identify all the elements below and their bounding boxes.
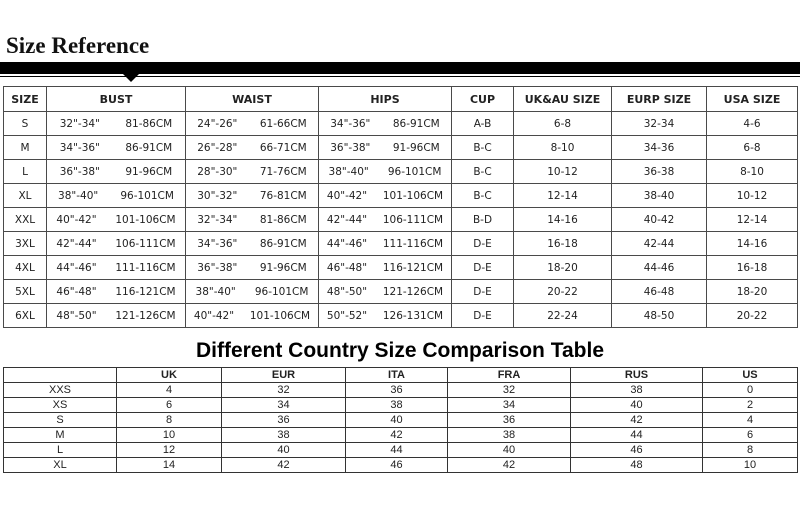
bust-cell-pair — [47, 214, 185, 226]
waist-cm-value: 61-66CM — [259, 117, 307, 130]
waist-cell — [186, 160, 319, 184]
size-label-cell: S — [4, 413, 117, 428]
size-value-cell: 46 — [571, 443, 703, 458]
bust-cm-value: 101-106CM — [115, 213, 176, 226]
waist-in-value: 24"-26" — [197, 117, 238, 130]
waist-in-value: 38"-40" — [195, 285, 236, 298]
bust-cm-value: 81-86CM — [125, 117, 173, 130]
bust-in-value: 44"-46" — [56, 261, 97, 274]
size-value-cell: 34 — [222, 398, 346, 413]
size-value-cell: 44 — [346, 443, 448, 458]
comparison-table-header-row — [4, 368, 798, 383]
usa-size-cell: 12-14 — [707, 208, 798, 232]
size-value-cell: 46 — [346, 458, 448, 473]
bust-cm-value: 116-121CM — [115, 285, 176, 298]
hips-cell-pair — [319, 286, 451, 298]
size-value-cell: 10 — [117, 428, 222, 443]
size-value-cell: 0 — [703, 383, 798, 398]
waist-cell-pair — [186, 238, 318, 250]
comparison-table-row — [4, 383, 798, 398]
size-value-cell: 42 — [448, 458, 571, 473]
eurp-size-cell: 46-48 — [612, 280, 707, 304]
size-value-cell: 40 — [222, 443, 346, 458]
size-value-cell: 8 — [117, 413, 222, 428]
cup-cell: D-E — [452, 232, 514, 256]
hips-cell-pair — [319, 166, 451, 178]
size-table-header-row — [4, 87, 798, 112]
size-value-cell: 10 — [703, 458, 798, 473]
waist-cell-pair — [186, 118, 318, 130]
waist-cm-value: 66-71CM — [259, 141, 307, 154]
hips-cell — [319, 112, 452, 136]
country-comparison-title: Different Country Size Comparison Table — [196, 339, 604, 362]
waist-in-value: 26"-28" — [197, 141, 238, 154]
eurp-size-cell: 40-42 — [612, 208, 707, 232]
size-value-cell: 40 — [571, 398, 703, 413]
size-value-cell: 32 — [222, 383, 346, 398]
comparison-table-row — [4, 428, 798, 443]
bust-cell-pair — [47, 142, 185, 154]
size-value-cell: 38 — [448, 428, 571, 443]
size-value-cell: 14 — [117, 458, 222, 473]
waist-cell — [186, 136, 319, 160]
size-cell: 5XL — [4, 280, 47, 304]
comparison-table-row — [4, 458, 798, 473]
uk-au-size-cell: 6-8 — [514, 112, 612, 136]
hips-cell — [319, 160, 452, 184]
size-value-cell: 4 — [703, 413, 798, 428]
waist-cell — [186, 280, 319, 304]
size-table-row — [4, 256, 798, 280]
eurp-size-cell: 36-38 — [612, 160, 707, 184]
cup-cell: A-B — [452, 112, 514, 136]
header-cell: CUP — [452, 87, 514, 112]
size-value-cell: 40 — [448, 443, 571, 458]
usa-size-cell: 18-20 — [707, 280, 798, 304]
usa-size-cell: 4-6 — [707, 112, 798, 136]
cup-cell: B-C — [452, 184, 514, 208]
bust-cell — [47, 184, 186, 208]
hips-cell-pair — [319, 190, 451, 202]
waist-cell-pair — [186, 214, 318, 226]
eurp-size-cell: 42-44 — [612, 232, 707, 256]
eurp-size-cell: 38-40 — [612, 184, 707, 208]
size-value-cell: 36 — [222, 413, 346, 428]
hips-cell — [319, 280, 452, 304]
size-value-cell: 42 — [571, 413, 703, 428]
hips-cell — [319, 136, 452, 160]
size-table-row — [4, 208, 798, 232]
hips-in-value: 40"-42" — [326, 189, 368, 202]
size-label-cell: M — [4, 428, 117, 443]
cup-cell: B-C — [452, 160, 514, 184]
hips-cell-pair — [319, 310, 451, 322]
hips-cm-value: 91-96CM — [392, 141, 440, 154]
title-divider-band — [0, 62, 800, 74]
size-value-cell: 2 — [703, 398, 798, 413]
waist-cm-value: 71-76CM — [259, 165, 307, 178]
size-value-cell: 42 — [346, 428, 448, 443]
size-value-cell: 42 — [222, 458, 346, 473]
bust-cell-pair — [47, 166, 185, 178]
bust-in-value: 38"-40" — [58, 189, 99, 202]
hips-cm-value: 121-126CM — [382, 285, 444, 298]
bust-cell — [47, 304, 186, 328]
uk-au-size-cell: 8-10 — [514, 136, 612, 160]
size-cell: 4XL — [4, 256, 47, 280]
header-cell — [4, 368, 117, 383]
bust-cm-value: 91-96CM — [125, 165, 173, 178]
size-table-row — [4, 280, 798, 304]
size-reference-table — [3, 86, 798, 328]
hips-cm-value: 116-121CM — [382, 261, 444, 274]
bust-cell — [47, 136, 186, 160]
header-cell: SIZE — [4, 87, 47, 112]
usa-size-cell: 16-18 — [707, 256, 798, 280]
hips-in-value: 36"-38" — [330, 141, 371, 154]
bust-cell — [47, 232, 186, 256]
header-cell: UK — [117, 368, 222, 383]
bust-cell-pair — [47, 310, 185, 322]
waist-in-value: 34"-36" — [197, 237, 238, 250]
hips-cell-pair — [319, 142, 451, 154]
size-cell: XXL — [4, 208, 47, 232]
waist-cell-pair — [186, 190, 318, 202]
cup-cell: B-C — [452, 136, 514, 160]
waist-cell — [186, 184, 319, 208]
hips-cell-pair — [319, 238, 451, 250]
waist-cell — [186, 232, 319, 256]
bust-cm-value: 111-116CM — [115, 261, 176, 274]
waist-in-value: 40"-42" — [193, 309, 235, 322]
hips-cell — [319, 256, 452, 280]
waist-cm-value: 76-81CM — [259, 189, 307, 202]
size-table-row — [4, 160, 798, 184]
hips-cell-pair — [319, 118, 451, 130]
size-value-cell: 38 — [571, 383, 703, 398]
size-value-cell: 6 — [703, 428, 798, 443]
size-label-cell: XXS — [4, 383, 117, 398]
bust-cell — [47, 256, 186, 280]
eurp-size-cell: 44-46 — [612, 256, 707, 280]
size-value-cell: 44 — [571, 428, 703, 443]
comparison-table-row — [4, 443, 798, 458]
bust-in-value: 34"-36" — [59, 141, 100, 154]
waist-cm-value: 81-86CM — [259, 213, 307, 226]
hips-cell — [319, 184, 452, 208]
eurp-size-cell: 48-50 — [612, 304, 707, 328]
bust-cell — [47, 160, 186, 184]
waist-in-value: 30"-32" — [197, 189, 238, 202]
country-size-comparison-table — [3, 367, 798, 473]
usa-size-cell: 14-16 — [707, 232, 798, 256]
bust-in-value: 42"-44" — [56, 237, 97, 250]
hips-cell — [319, 208, 452, 232]
waist-cm-value: 86-91CM — [259, 237, 307, 250]
uk-au-size-cell: 22-24 — [514, 304, 612, 328]
hips-cell — [319, 304, 452, 328]
header-cell: ITA — [346, 368, 448, 383]
uk-au-size-cell: 18-20 — [514, 256, 612, 280]
waist-cm-value: 101-106CM — [249, 309, 311, 322]
bust-cell-pair — [47, 262, 185, 274]
title-divider-line — [0, 76, 800, 77]
size-value-cell: 34 — [448, 398, 571, 413]
waist-in-value: 28"-30" — [197, 165, 238, 178]
eurp-size-cell: 34-36 — [612, 136, 707, 160]
hips-in-value: 50"-52" — [326, 309, 368, 322]
hips-cm-value: 96-101CM — [387, 165, 442, 178]
waist-cell-pair — [186, 142, 318, 154]
header-cell: FRA — [448, 368, 571, 383]
usa-size-cell: 10-12 — [707, 184, 798, 208]
usa-size-cell: 20-22 — [707, 304, 798, 328]
cup-cell: B-D — [452, 208, 514, 232]
hips-in-value: 46"-48" — [326, 261, 368, 274]
size-cell: 6XL — [4, 304, 47, 328]
cup-cell: D-E — [452, 256, 514, 280]
comparison-table-row — [4, 413, 798, 428]
bust-cell — [47, 280, 186, 304]
size-cell: XL — [4, 184, 47, 208]
waist-cm-value: 91-96CM — [259, 261, 307, 274]
bust-cm-value: 121-126CM — [115, 309, 176, 322]
hips-in-value: 34"-36" — [330, 117, 371, 130]
waist-cm-value: 96-101CM — [254, 285, 309, 298]
size-label-cell: XS — [4, 398, 117, 413]
size-label-cell: XL — [4, 458, 117, 473]
waist-cell-pair — [186, 286, 318, 298]
bust-cell — [47, 208, 186, 232]
size-value-cell: 36 — [346, 383, 448, 398]
size-table-row — [4, 136, 798, 160]
size-value-cell: 4 — [117, 383, 222, 398]
size-table-row — [4, 184, 798, 208]
bust-cm-value: 96-101CM — [120, 189, 174, 202]
size-value-cell: 32 — [448, 383, 571, 398]
uk-au-size-cell: 14-16 — [514, 208, 612, 232]
header-cell: BUST — [47, 87, 186, 112]
bust-in-value: 36"-38" — [59, 165, 100, 178]
bust-cm-value: 106-111CM — [115, 237, 176, 250]
waist-in-value: 36"-38" — [197, 261, 238, 274]
hips-cm-value: 101-106CM — [382, 189, 444, 202]
uk-au-size-cell: 20-22 — [514, 280, 612, 304]
hips-in-value: 44"-46" — [326, 237, 368, 250]
size-value-cell: 8 — [703, 443, 798, 458]
hips-cell-pair — [319, 214, 451, 226]
size-reference-title: Size Reference — [6, 33, 150, 58]
header-cell: USA SIZE — [707, 87, 798, 112]
size-table-row — [4, 304, 798, 328]
header-cell: EUR — [222, 368, 346, 383]
size-value-cell: 48 — [571, 458, 703, 473]
eurp-size-cell: 32-34 — [612, 112, 707, 136]
size-label-cell: L — [4, 443, 117, 458]
bust-cell-pair — [47, 118, 185, 130]
cup-cell: D-E — [452, 304, 514, 328]
size-cell: S — [4, 112, 47, 136]
size-value-cell: 12 — [117, 443, 222, 458]
bust-cell-pair — [47, 286, 185, 298]
header-cell: US — [703, 368, 798, 383]
waist-cell — [186, 112, 319, 136]
hips-cm-value: 111-116CM — [382, 237, 444, 250]
bust-in-value: 40"-42" — [56, 213, 97, 226]
cup-cell: D-E — [452, 280, 514, 304]
waist-cell-pair — [186, 262, 318, 274]
uk-au-size-cell: 16-18 — [514, 232, 612, 256]
hips-cell-pair — [319, 262, 451, 274]
waist-in-value: 32"-34" — [197, 213, 238, 226]
usa-size-cell: 6-8 — [707, 136, 798, 160]
bust-in-value: 32"-34" — [59, 117, 100, 130]
waist-cell — [186, 208, 319, 232]
size-value-cell: 6 — [117, 398, 222, 413]
usa-size-cell: 8-10 — [707, 160, 798, 184]
bust-cell — [47, 112, 186, 136]
bust-in-value: 48"-50" — [56, 309, 97, 322]
header-cell: EURP SIZE — [612, 87, 707, 112]
hips-in-value: 38"-40" — [328, 165, 369, 178]
size-table-row — [4, 232, 798, 256]
size-value-cell: 40 — [346, 413, 448, 428]
waist-cell-pair — [186, 166, 318, 178]
bust-cm-value: 86-91CM — [125, 141, 173, 154]
header-cell: RUS — [571, 368, 703, 383]
size-value-cell: 36 — [448, 413, 571, 428]
hips-in-value: 42"-44" — [326, 213, 368, 226]
hips-in-value: 48"-50" — [326, 285, 368, 298]
header-cell: HIPS — [319, 87, 452, 112]
hips-cm-value: 86-91CM — [392, 117, 440, 130]
hips-cm-value: 106-111CM — [382, 213, 444, 226]
uk-au-size-cell: 10-12 — [514, 160, 612, 184]
hips-cm-value: 126-131CM — [382, 309, 444, 322]
bust-cell-pair — [47, 238, 185, 250]
size-cell: L — [4, 160, 47, 184]
uk-au-size-cell: 12-14 — [514, 184, 612, 208]
size-cell: M — [4, 136, 47, 160]
header-cell: WAIST — [186, 87, 319, 112]
waist-cell — [186, 256, 319, 280]
bust-cell-pair — [47, 190, 185, 202]
waist-cell — [186, 304, 319, 328]
size-value-cell: 38 — [222, 428, 346, 443]
waist-cell-pair — [186, 310, 318, 322]
header-cell: UK&AU SIZE — [514, 87, 612, 112]
size-table-row — [4, 112, 798, 136]
hips-cell — [319, 232, 452, 256]
comparison-table-row — [4, 398, 798, 413]
bust-in-value: 46"-48" — [56, 285, 97, 298]
size-cell: 3XL — [4, 232, 47, 256]
size-value-cell: 38 — [346, 398, 448, 413]
